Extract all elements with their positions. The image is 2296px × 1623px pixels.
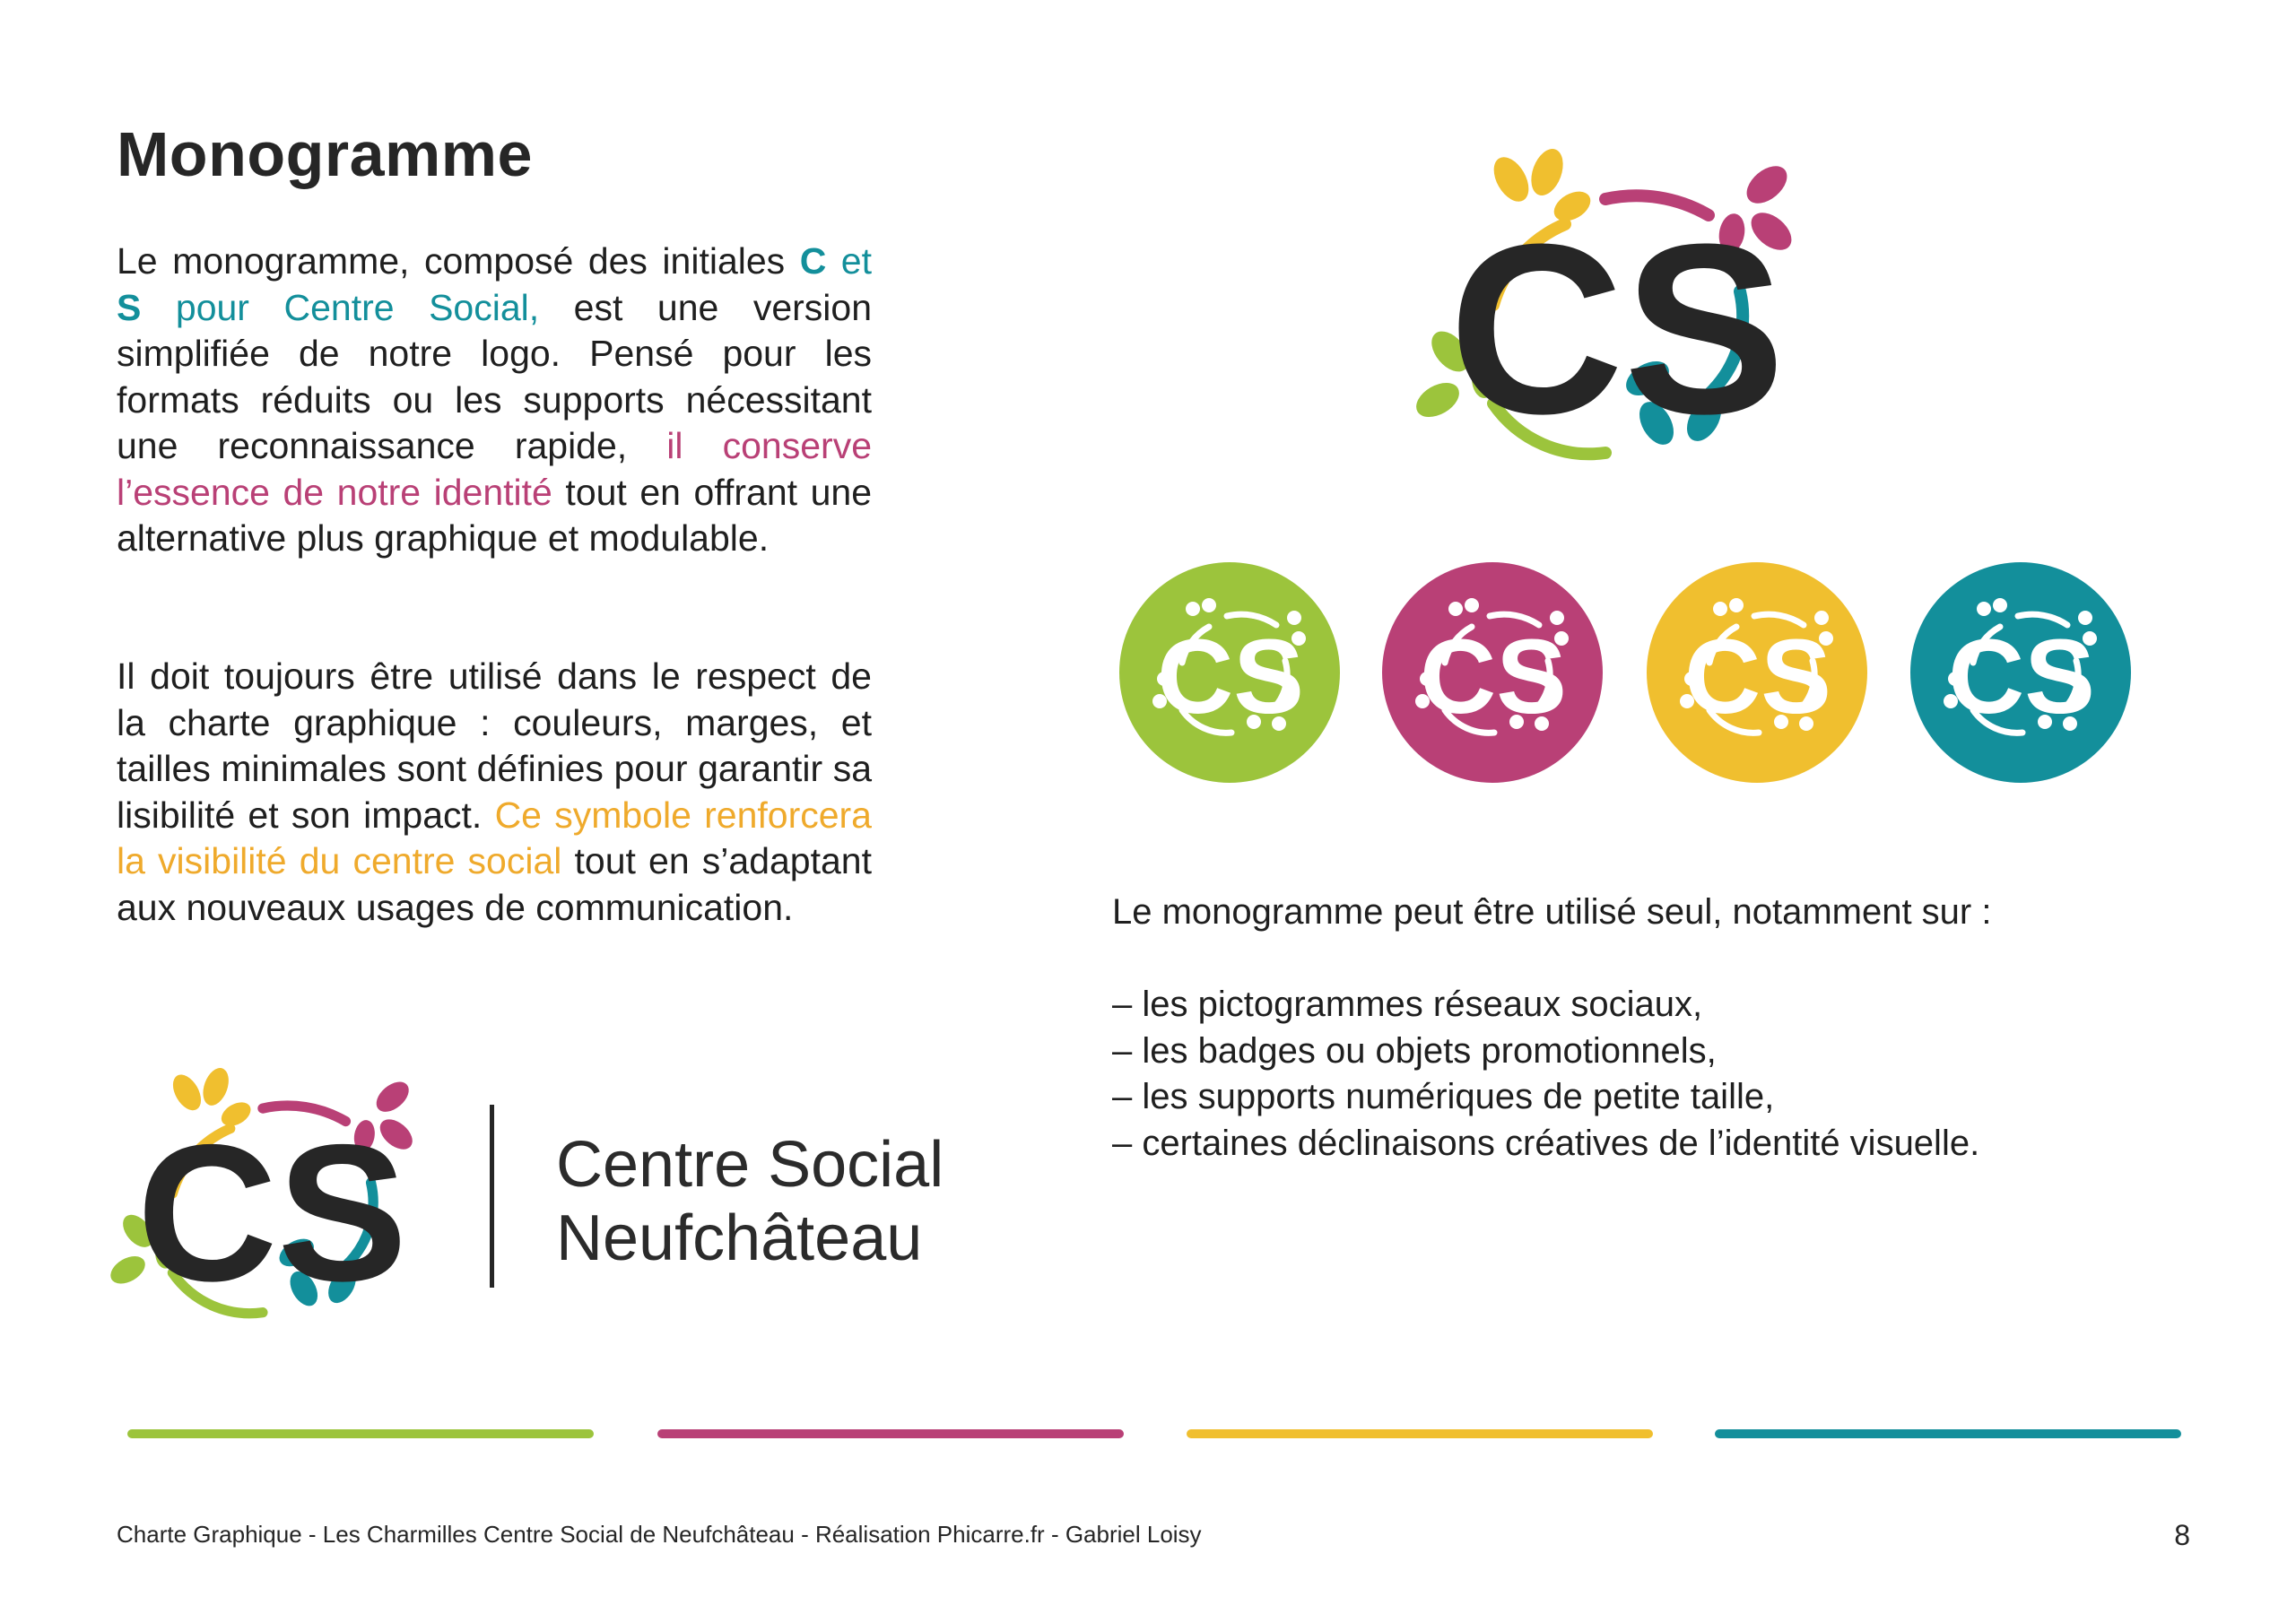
initial-c: C <box>799 240 827 282</box>
badge-yellow <box>1647 562 1867 783</box>
page-title: Monogramme <box>117 119 533 189</box>
svg-text:CS: CS <box>1684 618 1831 736</box>
svg-text:CS: CS <box>136 1104 408 1323</box>
usage-item: – les supports numériques de petite taille, <box>1112 1077 1775 1116</box>
page-number: 8 <box>2174 1519 2190 1551</box>
monogram-white-icon <box>1119 562 1340 783</box>
footer-text: Charte Graphique - Les Charmilles Centre Social de Neufchâteau - Réalisation Phicarre.fr - Gabriel Loisy <box>117 1521 1202 1548</box>
logo-monogram <box>108 1063 439 1332</box>
svg-text:CS: CS <box>1448 195 1786 464</box>
usage-lead: Le monogramme peut être utilisé seul, notamment sur : <box>1112 892 1992 932</box>
color-bar-yellow <box>1187 1429 1653 1438</box>
monogram-white-icon <box>1910 562 2131 783</box>
intro-paragraph-1: Le monogramme, composé des initiales C et S pour Centre Social, est une version simplifiée de notre logo. Pensé pour les formats réduits ou les supports nécessitant une reconnaissance rapide, il conserve l’essence de notre identité tout en offrant une alternative plus graphique et modulable. <box>117 240 873 559</box>
svg-text:CS: CS <box>1948 618 2095 736</box>
badge-teal <box>1910 562 2131 783</box>
badge-pink <box>1382 562 1603 783</box>
monogram-white-icon <box>1382 562 1603 783</box>
intro-paragraph-2: Il doit toujours être utilisé dans le respect de la charte graphique : couleurs, marges, et tailles minimales sont définies pour garantir sa lisibilité et son impact. Ce symbole renforcera la visibilité du centre social tout en s’adaptant aux nouveaux usages de communication. <box>117 655 872 928</box>
logo-name: Centre Social Neufchâteau <box>556 1129 944 1274</box>
badge-green <box>1119 562 1340 783</box>
color-bar-green <box>127 1429 594 1438</box>
monogram-large <box>1413 143 1825 475</box>
monogram-cs-icon <box>108 1063 439 1332</box>
monogram-cs-icon <box>1413 143 1825 475</box>
highlight-visibility: Ce symbole renforcera la visibilité du centre social <box>117 794 872 881</box>
initial-s: S <box>117 286 142 328</box>
usage-item: – certaines déclinaisons créatives de l’identité visuelle. <box>1112 1123 1980 1163</box>
color-bar-teal <box>1715 1429 2181 1438</box>
monogram-white-icon <box>1647 562 1867 783</box>
svg-text:CS: CS <box>1157 618 1304 736</box>
usage-item: – les badges ou objets promotionnels, <box>1112 1030 1717 1071</box>
usage-text <box>1112 890 1991 1167</box>
color-bar-pink <box>657 1429 1124 1438</box>
logo-divider <box>490 1105 494 1288</box>
usage-item: – les pictogrammes réseaux sociaux, <box>1112 985 1703 1024</box>
svg-text:CS: CS <box>1420 618 1567 736</box>
highlight-identity: il conserve l’essence de notre identité <box>117 425 872 513</box>
